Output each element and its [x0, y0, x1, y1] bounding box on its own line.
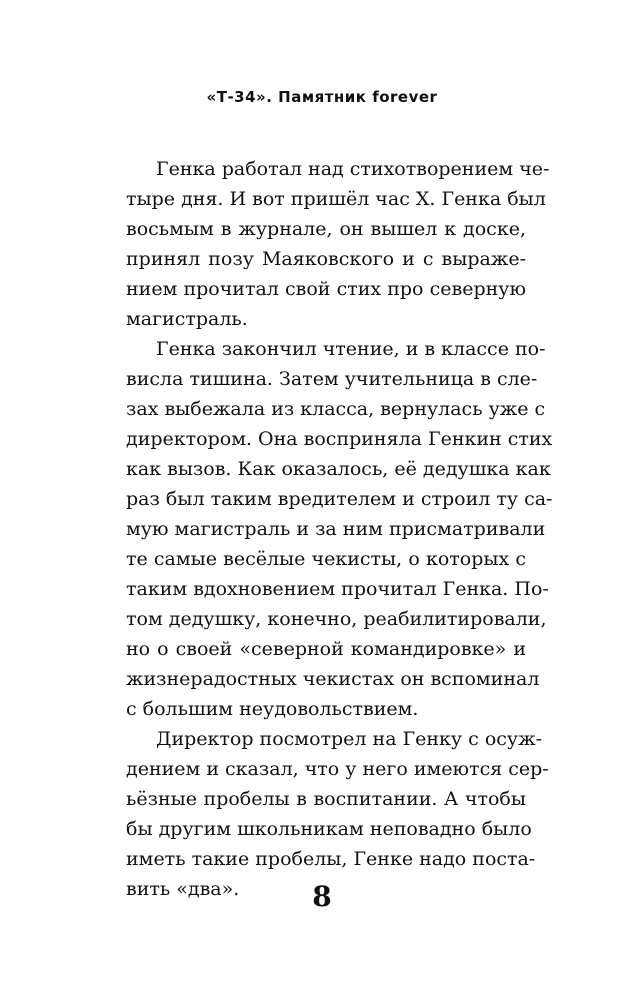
text-line: как вызов. Как оказалось, её дедушка как [126, 458, 551, 480]
text-line: иметь такие пробелы, Генке надо поста- [126, 848, 536, 870]
text-line: восьмым в журнале, он вышел к доске, [126, 218, 526, 240]
text-line: мую магистраль и за ним присматривали [126, 518, 546, 540]
text-line: раз был таким вредителем и строил ту са- [126, 488, 553, 510]
running-title: «Т-34». Памятник forever [206, 88, 438, 106]
text-line: дением и сказал, что у него имеются сер- [126, 758, 549, 780]
text-line: зах выбежала из класса, вернулась уже с [126, 398, 546, 420]
text-line: висла тишина. Затем учительница в сле- [126, 368, 538, 390]
text-line: ьёзные пробелы в воспитании. А чтобы [126, 788, 526, 810]
text-line: том дедушку, конечно, реабилитировали, [126, 608, 547, 630]
text-line: жизнерадостных чекистах он вспоминал [126, 668, 540, 690]
text-line: бы другим школьникам неповадно было [126, 818, 532, 840]
paragraph-1 [126, 154, 550, 334]
text-line: Генка работал над стихотворением че- [156, 158, 550, 180]
page-number: 8 [312, 880, 332, 913]
text-line: директором. Она восприняла Генкин стих [126, 428, 553, 450]
text-line: те самые весёлые чекисты, о которых с [126, 548, 526, 570]
text-line: нием прочитал свой стих про северную [126, 278, 526, 300]
paragraph-2 [126, 334, 553, 724]
text-line: Генка закончил чтение, и в классе по- [156, 338, 546, 360]
text-line: принял позу Маяковского и с выраже- [126, 248, 526, 270]
text-line: таким вдохновением прочитал Генка. По- [126, 578, 549, 600]
text-line: с большим неудовольствием. [126, 698, 419, 720]
paragraph-3 [126, 724, 549, 904]
text-line: магистраль. [126, 308, 248, 330]
text-line: Директор посмотрел на Генку с осуж- [156, 728, 542, 750]
text-line: вить «два». [126, 878, 240, 900]
text-line: но о своей «северной командировке» и [126, 638, 526, 660]
body-text [126, 154, 553, 904]
text-line: тыре дня. И вот пришёл час Х. Генка был [126, 188, 546, 210]
